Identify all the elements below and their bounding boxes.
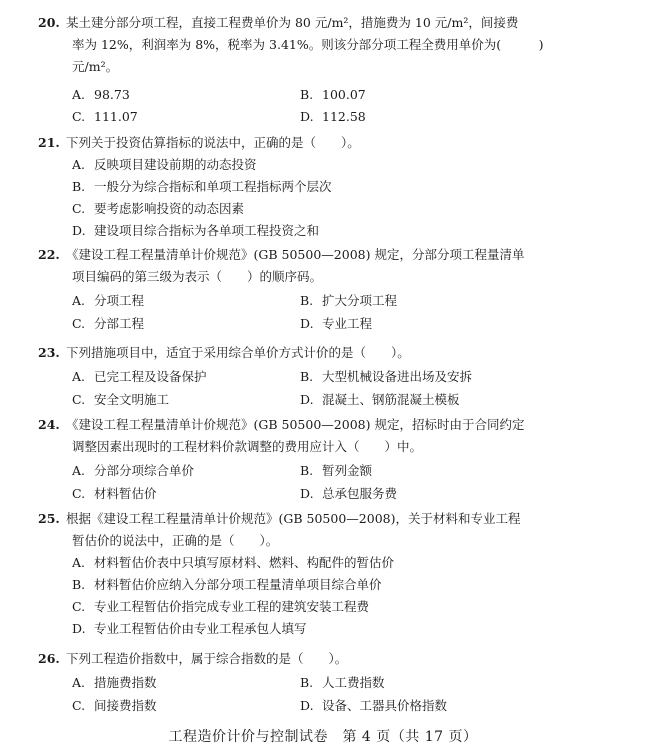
stem-line: 下列措施项目中，适宜于采用综合单价方式计价的是（ ）。 xyxy=(66,345,410,360)
option-c xyxy=(72,485,157,503)
option-c xyxy=(72,391,169,409)
option-letter: D. xyxy=(300,392,314,407)
question-number: 25. xyxy=(38,511,60,526)
option-text: 混凝土、钢筋混凝土模板 xyxy=(322,392,460,407)
option-d xyxy=(300,391,460,409)
option-letter: A. xyxy=(72,157,86,172)
option-text: 材料暂估价表中只填写原材料、燃料、构配件的暂估价 xyxy=(94,555,395,570)
stem-line: 下列关于投资估算指标的说法中，正确的是（ ）。 xyxy=(66,135,360,150)
question-number: 20. xyxy=(38,15,60,30)
option-text: 一般分为综合指标和单项工程指标两个层次 xyxy=(94,179,332,194)
stem-line: 某土建分部分项工程，直接工程费单价为 80 元/m²，措施费为 10 元/m²，间接费 xyxy=(66,15,519,30)
option-a xyxy=(72,674,157,692)
option-a xyxy=(72,462,194,480)
option-letter: D. xyxy=(72,223,86,238)
option-text: 111.07 xyxy=(94,109,138,124)
option-letter: D. xyxy=(300,109,314,124)
option-b xyxy=(38,574,628,596)
stem-line: 根据《建设工程工程量清单计价规范》(GB 50500—2008)，关于材料和专业工程 xyxy=(66,511,521,526)
option-a xyxy=(72,368,207,386)
option-c xyxy=(38,596,628,618)
question-stem xyxy=(38,648,628,670)
option-a xyxy=(72,86,130,104)
option-text: 大型机械设备进出场及安拆 xyxy=(322,369,473,384)
option-letter: B. xyxy=(300,675,314,690)
stem-line: 率为 12%，利润率为 8%，税率为 3.41%。则该分部分项工程全费用单价为( ) xyxy=(72,37,544,52)
option-d xyxy=(300,485,397,503)
option-text: 间接费指数 xyxy=(94,698,157,713)
option-letter: B. xyxy=(72,577,86,592)
option-letter: B. xyxy=(300,463,314,478)
option-letter: A. xyxy=(72,87,86,102)
option-text: 材料暂估价应纳入分部分项工程量清单项目综合单价 xyxy=(94,577,382,592)
option-text: 专业工程暂估价由专业工程承包人填写 xyxy=(94,621,307,636)
option-letter: A. xyxy=(72,555,86,570)
question-stem xyxy=(38,414,628,458)
page-footer: 工程造价计价与控制试卷 第 4 页（共 17 页） xyxy=(168,729,478,745)
option-d xyxy=(300,315,372,333)
option-text: 专业工程暂估价指完成专业工程的建筑安装工程费 xyxy=(94,599,370,614)
question-number: 24. xyxy=(38,417,60,432)
option-b xyxy=(300,462,372,480)
option-c xyxy=(72,697,157,715)
option-letter: A. xyxy=(72,463,86,478)
option-letter: A. xyxy=(72,675,86,690)
option-letter: D. xyxy=(300,698,314,713)
question-number: 23. xyxy=(38,345,60,360)
option-b xyxy=(300,292,397,310)
option-letter: C. xyxy=(72,316,86,331)
question-23 xyxy=(38,342,628,412)
option-text: 112.58 xyxy=(322,109,366,124)
option-letter: A. xyxy=(72,369,86,384)
question-21 xyxy=(38,132,628,242)
option-b xyxy=(300,368,472,386)
option-letter: D. xyxy=(300,316,314,331)
option-c xyxy=(72,108,138,126)
option-letter: A. xyxy=(72,293,86,308)
option-letter: B. xyxy=(72,179,86,194)
option-d xyxy=(38,220,628,242)
question-number: 26. xyxy=(38,651,60,666)
option-text: 已完工程及设备保护 xyxy=(94,369,207,384)
question-stem xyxy=(38,244,628,288)
question-stem xyxy=(38,342,628,364)
option-d xyxy=(300,697,447,715)
option-a xyxy=(72,292,144,310)
option-text: 措施费指数 xyxy=(94,675,157,690)
option-d xyxy=(300,108,366,126)
question-number: 21. xyxy=(38,135,60,150)
option-text: 材料暂估价 xyxy=(94,486,157,501)
option-text: 分部工程 xyxy=(94,316,145,331)
option-c xyxy=(72,315,144,333)
option-text: 建设项目综合指标为各单项工程投资之和 xyxy=(94,223,320,238)
option-text: 反映项目建设前期的动态投资 xyxy=(94,157,257,172)
option-b xyxy=(300,86,366,104)
option-text: 总承包服务费 xyxy=(322,486,398,501)
option-text: 分部分项综合单价 xyxy=(94,463,195,478)
option-text: 人工费指数 xyxy=(322,675,385,690)
option-text: 100.07 xyxy=(322,87,366,102)
question-stem xyxy=(38,132,628,154)
stem-line: 下列工程造价指数中，属于综合指数的是（ ）。 xyxy=(66,651,348,666)
option-letter: D. xyxy=(300,486,314,501)
option-b xyxy=(38,176,628,198)
option-d xyxy=(38,618,628,640)
option-letter: B. xyxy=(300,293,314,308)
stem-line: 《建设工程工程量清单计价规范》(GB 50500—2008) 规定，分部分项工程量清单 xyxy=(66,247,525,262)
option-text: 分项工程 xyxy=(94,293,145,308)
option-text: 暂列金额 xyxy=(322,463,373,478)
option-text: 专业工程 xyxy=(322,316,373,331)
option-letter: C. xyxy=(72,109,86,124)
question-24 xyxy=(38,414,628,506)
stem-line: 暂估价的说法中，正确的是（ ）。 xyxy=(72,533,279,548)
option-letter: C. xyxy=(72,599,86,614)
option-text: 设备、工器具价格指数 xyxy=(322,698,448,713)
option-c xyxy=(38,198,628,220)
question-stem xyxy=(38,12,628,78)
question-number: 22. xyxy=(38,247,60,262)
question-25 xyxy=(38,508,628,640)
option-letter: C. xyxy=(72,698,86,713)
option-letter: C. xyxy=(72,486,86,501)
option-b xyxy=(300,674,385,692)
option-a xyxy=(38,552,628,574)
option-text: 扩大分项工程 xyxy=(322,293,398,308)
question-26 xyxy=(38,648,628,718)
option-text: 安全文明施工 xyxy=(94,392,170,407)
option-text: 要考虑影响投资的动态因素 xyxy=(94,201,245,216)
stem-line: 项目编码的第三级为表示（ ）的顺序码。 xyxy=(72,269,323,284)
option-letter: D. xyxy=(72,621,86,636)
stem-line: 元/m²。 xyxy=(72,59,119,74)
option-letter: B. xyxy=(300,87,314,102)
stem-line: 《建设工程工程量清单计价规范》(GB 50500—2008) 规定，招标时由于合同约定 xyxy=(66,417,525,432)
question-22 xyxy=(38,244,628,336)
stem-line: 调整因素出现时的工程材料价款调整的费用应计入（ ）中。 xyxy=(72,439,423,454)
option-text: 98.73 xyxy=(94,87,130,102)
option-letter: C. xyxy=(72,392,86,407)
option-letter: C. xyxy=(72,201,86,216)
option-a xyxy=(38,154,628,176)
option-letter: B. xyxy=(300,369,314,384)
question-stem xyxy=(38,508,628,552)
question-20 xyxy=(38,12,628,129)
